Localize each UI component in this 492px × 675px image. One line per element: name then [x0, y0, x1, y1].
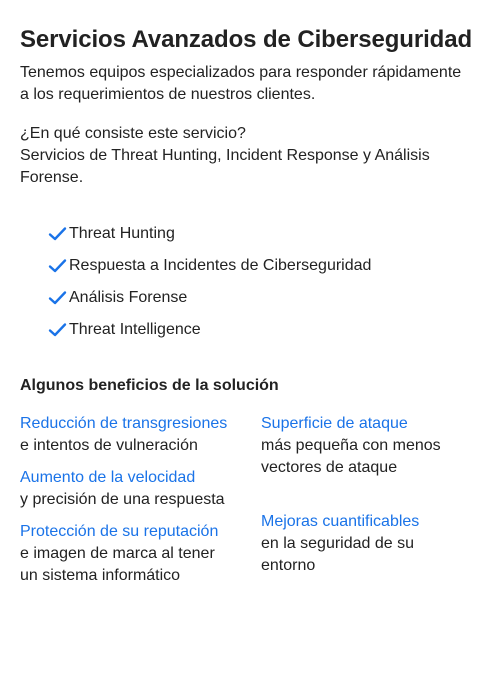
- checklist-item-label: Threat Intelligence: [69, 321, 201, 338]
- benefits-column-right: [261, 413, 472, 587]
- checklist-item: [48, 314, 472, 346]
- service-description: [20, 123, 472, 189]
- checklist-item: [48, 250, 472, 282]
- benefit-item: [261, 413, 472, 479]
- benefit-title: Protección de su reputación: [20, 523, 219, 540]
- checklist-item: [48, 282, 472, 314]
- benefits-heading: Algunos beneficios de la solución: [20, 377, 279, 394]
- benefit-item: [20, 521, 261, 587]
- checklist-item-label: Threat Hunting: [69, 225, 175, 242]
- intro-text: Tenemos equipos especializados para responder rápidamente a los requerimientos de nuestros clientes.: [20, 64, 462, 103]
- checklist-item-label: Respuesta a Incidentes de Ciberseguridad: [69, 257, 372, 274]
- benefit-description: en la seguridad de su entorno: [261, 535, 414, 574]
- benefits-column-left: [20, 413, 261, 587]
- service-answer: Servicios de Threat Hunting, Incident Response y Análisis Forense.: [20, 147, 430, 186]
- benefit-item: [261, 511, 472, 577]
- check-icon: [48, 258, 67, 274]
- benefit-item: [20, 413, 261, 457]
- benefit-description: más pequeña con menos vectores de ataque: [261, 437, 441, 476]
- services-checklist: [20, 218, 472, 346]
- service-question: ¿En qué consiste este servicio?: [20, 125, 246, 142]
- benefit-title: Mejoras cuantificables: [261, 513, 420, 530]
- benefit-description: e intentos de vulneración: [20, 437, 198, 454]
- benefit-title: Reducción de transgresiones: [20, 415, 228, 432]
- check-icon: [48, 322, 67, 338]
- benefit-item: [20, 467, 261, 511]
- check-icon: [48, 290, 67, 306]
- page-title: Servicios Avanzados de Ciberseguridad: [20, 26, 473, 53]
- check-icon: [48, 226, 67, 242]
- benefits-grid: [20, 413, 472, 587]
- benefit-description: y precisión de una respuesta: [20, 491, 225, 508]
- checklist-item-label: Análisis Forense: [69, 289, 188, 306]
- checklist-item: [48, 218, 472, 250]
- benefit-description: e imagen de marca al tener un sistema informático: [20, 545, 215, 584]
- benefit-title: Superficie de ataque: [261, 415, 408, 432]
- benefit-title: Aumento de la velocidad: [20, 469, 196, 486]
